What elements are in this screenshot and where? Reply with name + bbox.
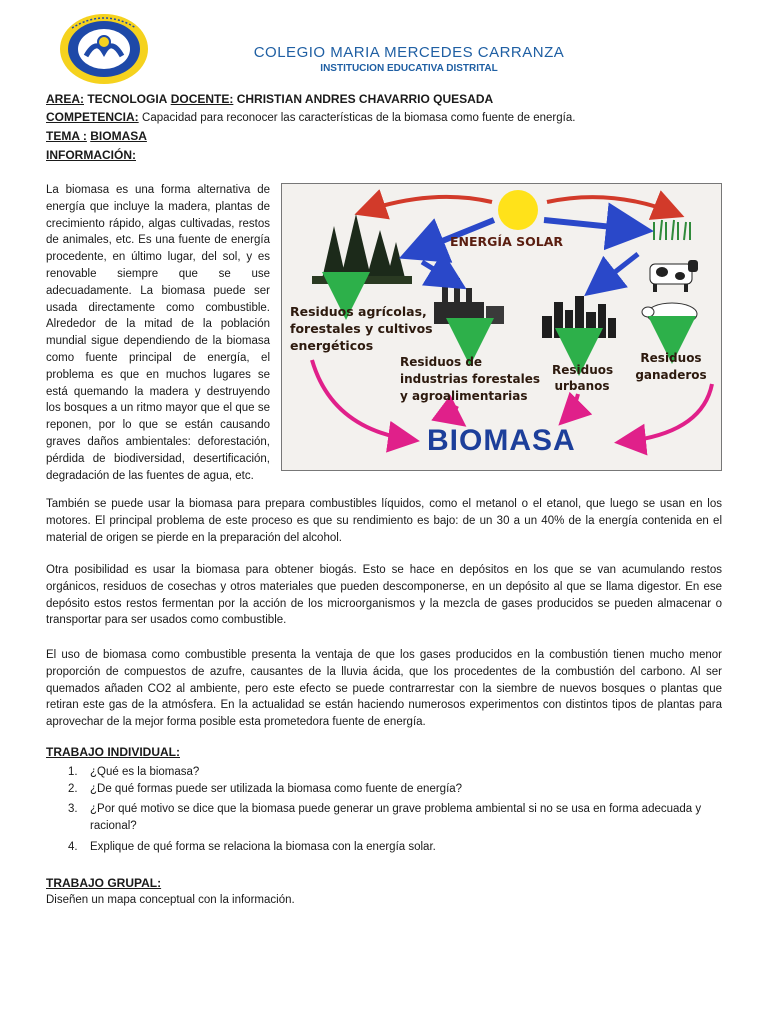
label-urban-residues: Residuos urbanos — [552, 363, 614, 393]
magenta-arrow-right — [622, 384, 712, 442]
docente-value: CHRISTIAN ANDRES CHAVARRIO QUESADA — [236, 92, 494, 106]
list-item-text: ¿Por qué motivo se dice que la biomasa puede generar un grave problema ambiental si no se usa en forma adecuada y racional? — [90, 803, 702, 832]
informacion-label: INFORMACIÓN: — [46, 148, 136, 162]
list-item-number: 4. — [68, 841, 78, 853]
competencia-value: Capacidad para reconocer las características de la biomasa como fuente de energía. — [142, 112, 576, 124]
group-work-text: Diseñen un mapa conceptual con la información. — [46, 894, 295, 906]
city-icon — [542, 296, 616, 338]
red-arc-right — [547, 197, 677, 214]
paragraph-intro: La biomasa es una forma alternativa de energía que incluye la madera, plantas de crecimiento rápido, algas cultivadas, restos de animales, etc. Es una fuente de energía procedente, en último lugar, del sol, y es renovable siempre que se use adecuadamente. La biomasa puede ser usada directamente como combustible. Alrededor de la mitad de la población mundial sigue dependiendo de la biomasa como fuente principal de energía, el problema es que en muchos lugares se está quemando la madera y destruyendo los bosques a un ritmo mayor que el que se reponen, por lo que se están causando graves daños ambientales: deforestación, pérdida de biodiversidad, desertificación, degradación de las fuentes de agua, etc. — [46, 184, 270, 482]
sun-icon — [498, 190, 538, 230]
area-label: AREA: — [46, 92, 84, 106]
label-biomass-title: BIOMASA — [427, 424, 576, 457]
blue-arrow-livestock — [592, 254, 638, 290]
list-item-number: 3. — [68, 803, 78, 815]
crops-icon — [654, 220, 690, 240]
blue-arrow-factory — [422, 262, 458, 284]
docente-label: DOCENTE: — [170, 92, 234, 106]
tema-line — [46, 128, 147, 144]
pig-icon — [642, 303, 697, 330]
list-item-text: Explique de qué forma se relaciona la biomasa con la energía solar. — [90, 841, 436, 853]
paragraph-liquid-fuels: También se puede usar la biomasa para prepara combustibles líquidos, como el metanol o el etanol, que luego se usan en los motores. El principal problema de este proceso es que su rendimiento es bajo: de un 30 a un 40% de la energía contenida en el material de origen se pierde en la preparación del alcohol. — [46, 498, 722, 544]
list-item-number: 1. — [68, 766, 78, 778]
factory-icon — [434, 278, 504, 324]
magenta-arrow-urban — [564, 394, 578, 420]
blue-arrow-crops — [544, 220, 642, 230]
area-line — [46, 91, 493, 107]
label-agri-residues: Residuos agrícolas, forestales y cultivos energéticos — [290, 304, 433, 353]
tema-label: TEMA : — [46, 129, 87, 143]
magenta-arrow-left — [312, 360, 412, 440]
biomass-diagram — [281, 183, 722, 471]
red-arc-left — [362, 197, 492, 212]
competencia-line — [46, 109, 575, 126]
forest-icon — [312, 214, 412, 284]
school-subtitle: INSTITUCION EDUCATIVA DISTRITAL — [320, 63, 498, 74]
label-solar-energy: ENERGÍA SOLAR — [450, 234, 563, 249]
area-value: TECNOLOGIA — [87, 92, 168, 106]
school-name: COLEGIO MARIA MERCEDES CARRANZA — [253, 44, 565, 61]
tema-value: BIOMASA — [90, 129, 147, 143]
list-item-text: ¿De qué formas puede ser utilizada la biomasa como fuente de energía? — [90, 783, 463, 795]
label-livestock-residues: Residuos ganaderos — [635, 351, 707, 382]
list-item-text: ¿Qué es la biomasa? — [90, 766, 200, 778]
informacion-line — [46, 147, 136, 163]
individual-work-heading: TRABAJO INDIVIDUAL: — [46, 745, 180, 759]
paragraph-biogas: Otra posibilidad es usar la biomasa para obtener biogás. Esto se hace en depósitos en los que se van acumulando restos orgánicos, residuos de cosechas y otros materiales que pueden descomponerse, en un depósito al que se llama digestor. En ese depósito estos restos fermentan por la acción de los microorganismos y la mezcla de gases producidos se pueden almacenar o transportar para ser usados como combustible. — [46, 564, 722, 627]
competencia-label: COMPETENCIA: — [46, 110, 139, 124]
magenta-arrow-industrial — [455, 406, 460, 422]
list-item-number: 2. — [68, 783, 78, 795]
label-industrial-residues: Residuos de industrias forestales y agroalimentarias — [400, 355, 541, 403]
paragraph-advantages: El uso de biomasa como combustible presenta la ventaja de que los gases producidos en la combustión tienen mucho menor proporción de compuestos de azufre, causantes de la lluvia ácida, que los procedentes de la combustión del carbono. Al ser quemados añaden CO2 al ambiente, pero este efecto se puede contrarrestar con la siembre de nuevos bosques o plantas que retiran este gas de la atmósfera. En la actualidad se están haciendo numerosos experimentos con distintos tipos de plantas para aprovechar de la mejor forma posible esta prometedora fuente de energía. — [46, 649, 722, 729]
cow-icon — [650, 260, 698, 292]
group-work-heading: TRABAJO GRUPAL: — [46, 876, 162, 890]
